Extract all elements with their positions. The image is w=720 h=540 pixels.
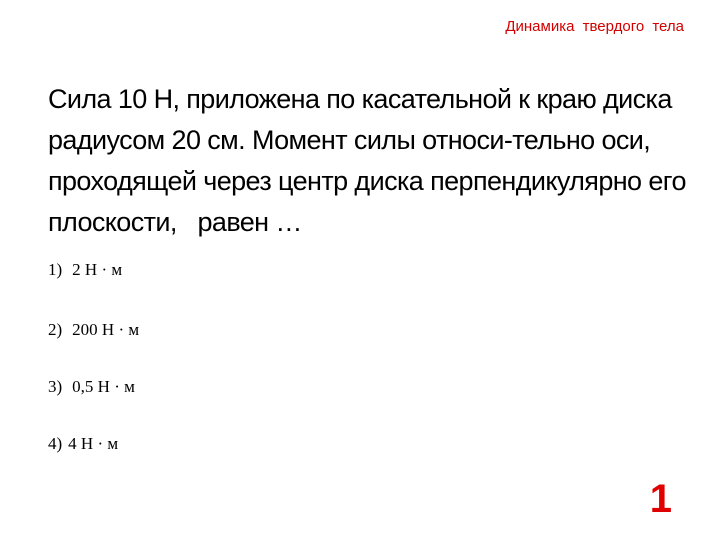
answer-number: 1) [48, 260, 63, 279]
answer-option-2[interactable] [48, 318, 139, 342]
answer-option-4[interactable] [48, 432, 118, 456]
answer-value: 2 Н · м [72, 260, 123, 279]
topic-header: Динамика твердого тела [505, 18, 684, 35]
answer-option-1[interactable] [48, 258, 122, 282]
answer-value: 200 Н · м [72, 320, 140, 339]
answer-value: 0,5 Н · м [72, 377, 135, 396]
answer-option-3[interactable] [48, 375, 135, 399]
answer-value: 4 Н · м [68, 434, 119, 453]
answer-number: 2) [48, 320, 63, 339]
slide-number: 1 [649, 477, 672, 521]
question-text: Сила 10 Н, приложена по касательной к краю диска радиусом 20 см. Момент силы относи-тельно оси, проходящей через центр диска перпендикулярно его плоскости, равен … [48, 84, 693, 237]
answer-number: 4) [48, 434, 63, 453]
answer-number: 3) [48, 377, 63, 396]
